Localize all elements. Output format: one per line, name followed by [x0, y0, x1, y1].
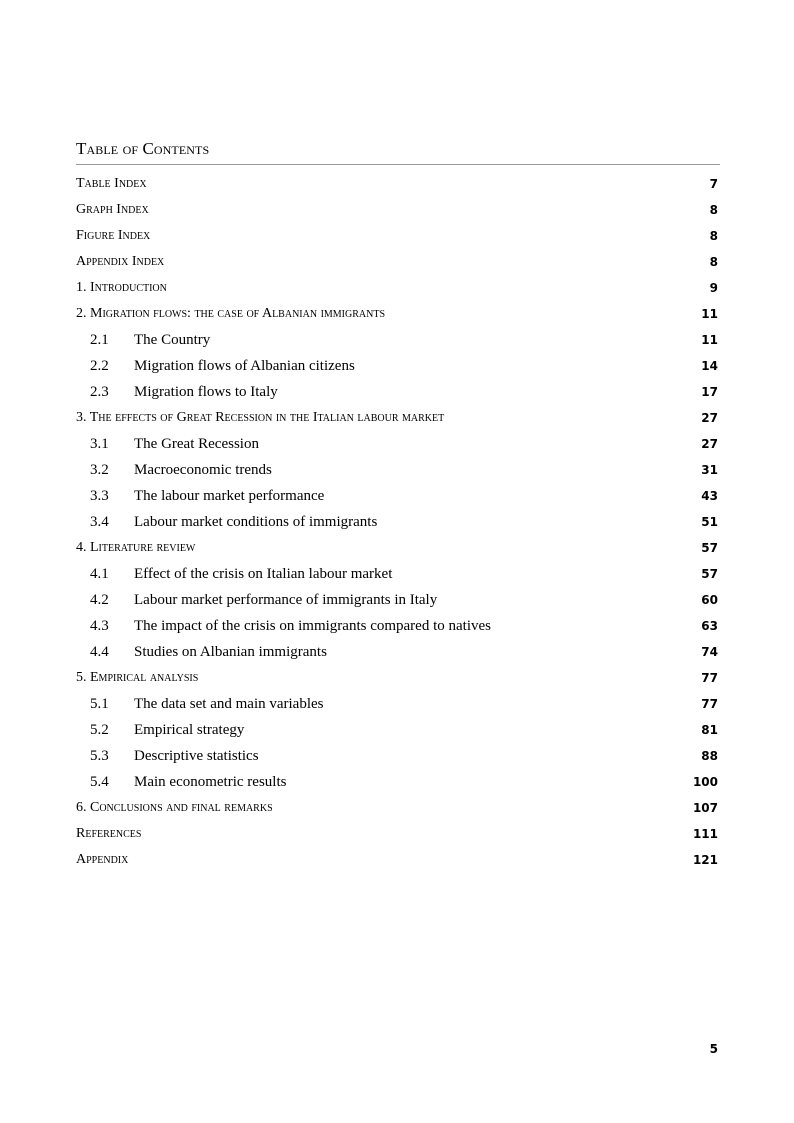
toc-entry-page: 11 [701, 307, 718, 321]
toc-section-entry[interactable] [76, 353, 718, 379]
toc-section-number: 5.3 [90, 747, 109, 764]
toc-entry-label [76, 488, 324, 505]
toc-chapter-entry[interactable] [76, 275, 718, 301]
toc-section-number: 5.2 [90, 721, 109, 738]
toc-chapter-entry[interactable] [76, 535, 718, 561]
toc-section-number: 4.1 [90, 565, 109, 582]
toc-section-number: 3.1 [90, 435, 109, 452]
toc-entry-label [76, 254, 164, 270]
toc-section-entry[interactable] [76, 561, 718, 587]
toc-entry-label [76, 800, 273, 816]
toc-entry-label [76, 280, 167, 296]
toc-section-number: 4.3 [90, 617, 109, 634]
toc-entry-title: 6. Conclusions and final remarks [76, 800, 273, 815]
toc-entry-title: Empirical strategy [134, 721, 245, 738]
toc-entry-page: 88 [701, 749, 718, 763]
toc-entry-title: Studies on Albanian immigrants [134, 643, 327, 660]
toc-entry-page: 77 [701, 697, 718, 711]
toc-entry-title: 3. The effects of Great Recession in the Italian labour market [76, 410, 445, 425]
toc-heading: Table of Contents [76, 139, 720, 165]
toc-section-number: 3.4 [90, 513, 109, 530]
toc-entry-label [76, 514, 377, 531]
toc-entry-label [76, 228, 150, 244]
toc-section-number: 4.4 [90, 643, 109, 660]
toc-entry-page: 8 [709, 255, 718, 269]
toc-entry-title: 2. Migration flows: the case of Albanian immigrants [76, 306, 386, 321]
toc-entry-page: 121 [692, 853, 718, 867]
toc-entry-page: 81 [701, 723, 718, 737]
toc-section-number: 5.1 [90, 695, 109, 712]
toc-section-entry[interactable] [76, 691, 718, 717]
toc-entry-page: 27 [701, 437, 718, 451]
toc-entry-title: Appendix [76, 852, 129, 867]
toc-entry-label [76, 592, 437, 609]
toc-entry-title: Descriptive statistics [134, 747, 259, 764]
toc-entry-label [76, 540, 195, 556]
toc-section-number: 5.4 [90, 773, 109, 790]
toc-entry-page: 60 [701, 593, 718, 607]
toc-entry-label [76, 644, 327, 661]
toc-section-number: 2.2 [90, 357, 109, 374]
toc-entry-label [76, 722, 244, 739]
toc-section-entry[interactable] [76, 743, 718, 769]
toc-entry-title: 1. Introduction [76, 280, 167, 295]
toc-chapter-entry[interactable] [76, 665, 718, 691]
toc-entry-page: 107 [692, 801, 718, 815]
toc-entry-label [76, 618, 491, 635]
toc-entry-title: Migration flows of Albanian citizens [134, 357, 355, 374]
toc-entry-label [76, 306, 385, 322]
toc-entry-label [76, 332, 210, 349]
toc-section-number: 2.1 [90, 331, 109, 348]
toc-chapter-entry[interactable] [76, 171, 718, 197]
toc-entry-title: References [76, 826, 142, 841]
toc-chapter-entry[interactable] [76, 197, 718, 223]
toc-entry-label [76, 774, 286, 791]
toc-entry-page: 27 [701, 411, 718, 425]
toc-entry-page: 57 [701, 541, 718, 555]
toc-section-entry[interactable] [76, 483, 718, 509]
toc-entry-title: Macroeconomic trends [134, 461, 272, 478]
toc-entry-label [76, 410, 444, 426]
toc-section-number: 2.3 [90, 383, 109, 400]
toc-section-entry[interactable] [76, 379, 718, 405]
toc-entry-title: Migration flows to Italy [134, 383, 278, 400]
toc-entry-label [76, 462, 272, 479]
toc-chapter-entry[interactable] [76, 405, 718, 431]
toc-entry-title: Graph Index [76, 202, 149, 217]
toc-entry-page: 63 [701, 619, 718, 633]
toc-entry-title: Main econometric results [134, 773, 287, 790]
toc-entry-label [76, 852, 128, 868]
toc-entry-title: Effect of the crisis on Italian labour market [134, 565, 393, 582]
toc-entry-page: 14 [701, 359, 718, 373]
toc-list [76, 171, 718, 873]
toc-section-entry[interactable] [76, 509, 718, 535]
toc-entry-label [76, 826, 141, 842]
toc-entry-page: 57 [701, 567, 718, 581]
toc-section-entry[interactable] [76, 587, 718, 613]
toc-entry-title: Labour market conditions of immigrants [134, 513, 378, 530]
toc-entry-title: The Great Recession [134, 435, 259, 452]
toc-entry-label [76, 566, 392, 583]
toc-section-entry[interactable] [76, 639, 718, 665]
page-number: 5 [709, 1042, 718, 1056]
toc-entry-label [76, 748, 259, 765]
toc-entry-title: The Country [134, 331, 211, 348]
toc-entry-page: 51 [701, 515, 718, 529]
toc-entry-label [76, 176, 147, 192]
toc-entry-title: The data set and main variables [134, 695, 324, 712]
toc-chapter-entry[interactable] [76, 847, 718, 873]
toc-section-number: 3.2 [90, 461, 109, 478]
toc-chapter-entry[interactable] [76, 795, 718, 821]
toc-entry-page: 74 [701, 645, 718, 659]
toc-entry-page: 77 [701, 671, 718, 685]
toc-entry-page: 11 [701, 333, 718, 347]
toc-entry-page: 31 [701, 463, 718, 477]
toc-entry-title: 5. Empirical analysis [76, 670, 199, 685]
toc-section-entry[interactable] [76, 327, 718, 353]
toc-chapter-entry[interactable] [76, 821, 718, 847]
toc-entry-title: 4. Literature review [76, 540, 196, 555]
toc-entry-label [76, 358, 355, 375]
toc-entry-label [76, 696, 324, 713]
toc-section-entry[interactable] [76, 769, 718, 795]
toc-section-entry[interactable] [76, 717, 718, 743]
toc-section-entry[interactable] [76, 613, 718, 639]
toc-entry-page: 43 [701, 489, 718, 503]
toc-section-entry[interactable] [76, 431, 718, 457]
toc-section-number: 3.3 [90, 487, 109, 504]
toc-section-number: 4.2 [90, 591, 109, 608]
toc-entry-page: 100 [692, 775, 718, 789]
toc-chapter-entry[interactable] [76, 223, 718, 249]
toc-entry-page: 17 [701, 385, 718, 399]
toc-entry-page: 9 [709, 281, 718, 295]
toc-entry-page: 8 [709, 229, 718, 243]
toc-entry-label [76, 202, 149, 218]
toc-entry-page: 7 [709, 177, 718, 191]
toc-entry-title: Table Index [76, 176, 147, 191]
toc-entry-title: Figure Index [76, 228, 151, 243]
toc-entry-label [76, 436, 259, 453]
toc-entry-label [76, 670, 198, 686]
toc-section-entry[interactable] [76, 457, 718, 483]
toc-chapter-entry[interactable] [76, 249, 718, 275]
toc-entry-label [76, 384, 278, 401]
toc-entry-title: Labour market performance of immigrants in Italy [134, 591, 438, 608]
toc-entry-title: The impact of the crisis on immigrants compared to natives [134, 617, 491, 634]
toc-chapter-entry[interactable] [76, 301, 718, 327]
toc-entry-title: Appendix Index [76, 254, 165, 269]
toc-entry-page: 111 [692, 827, 718, 841]
toc-entry-title: The labour market performance [134, 487, 325, 504]
toc-entry-page: 8 [709, 203, 718, 217]
